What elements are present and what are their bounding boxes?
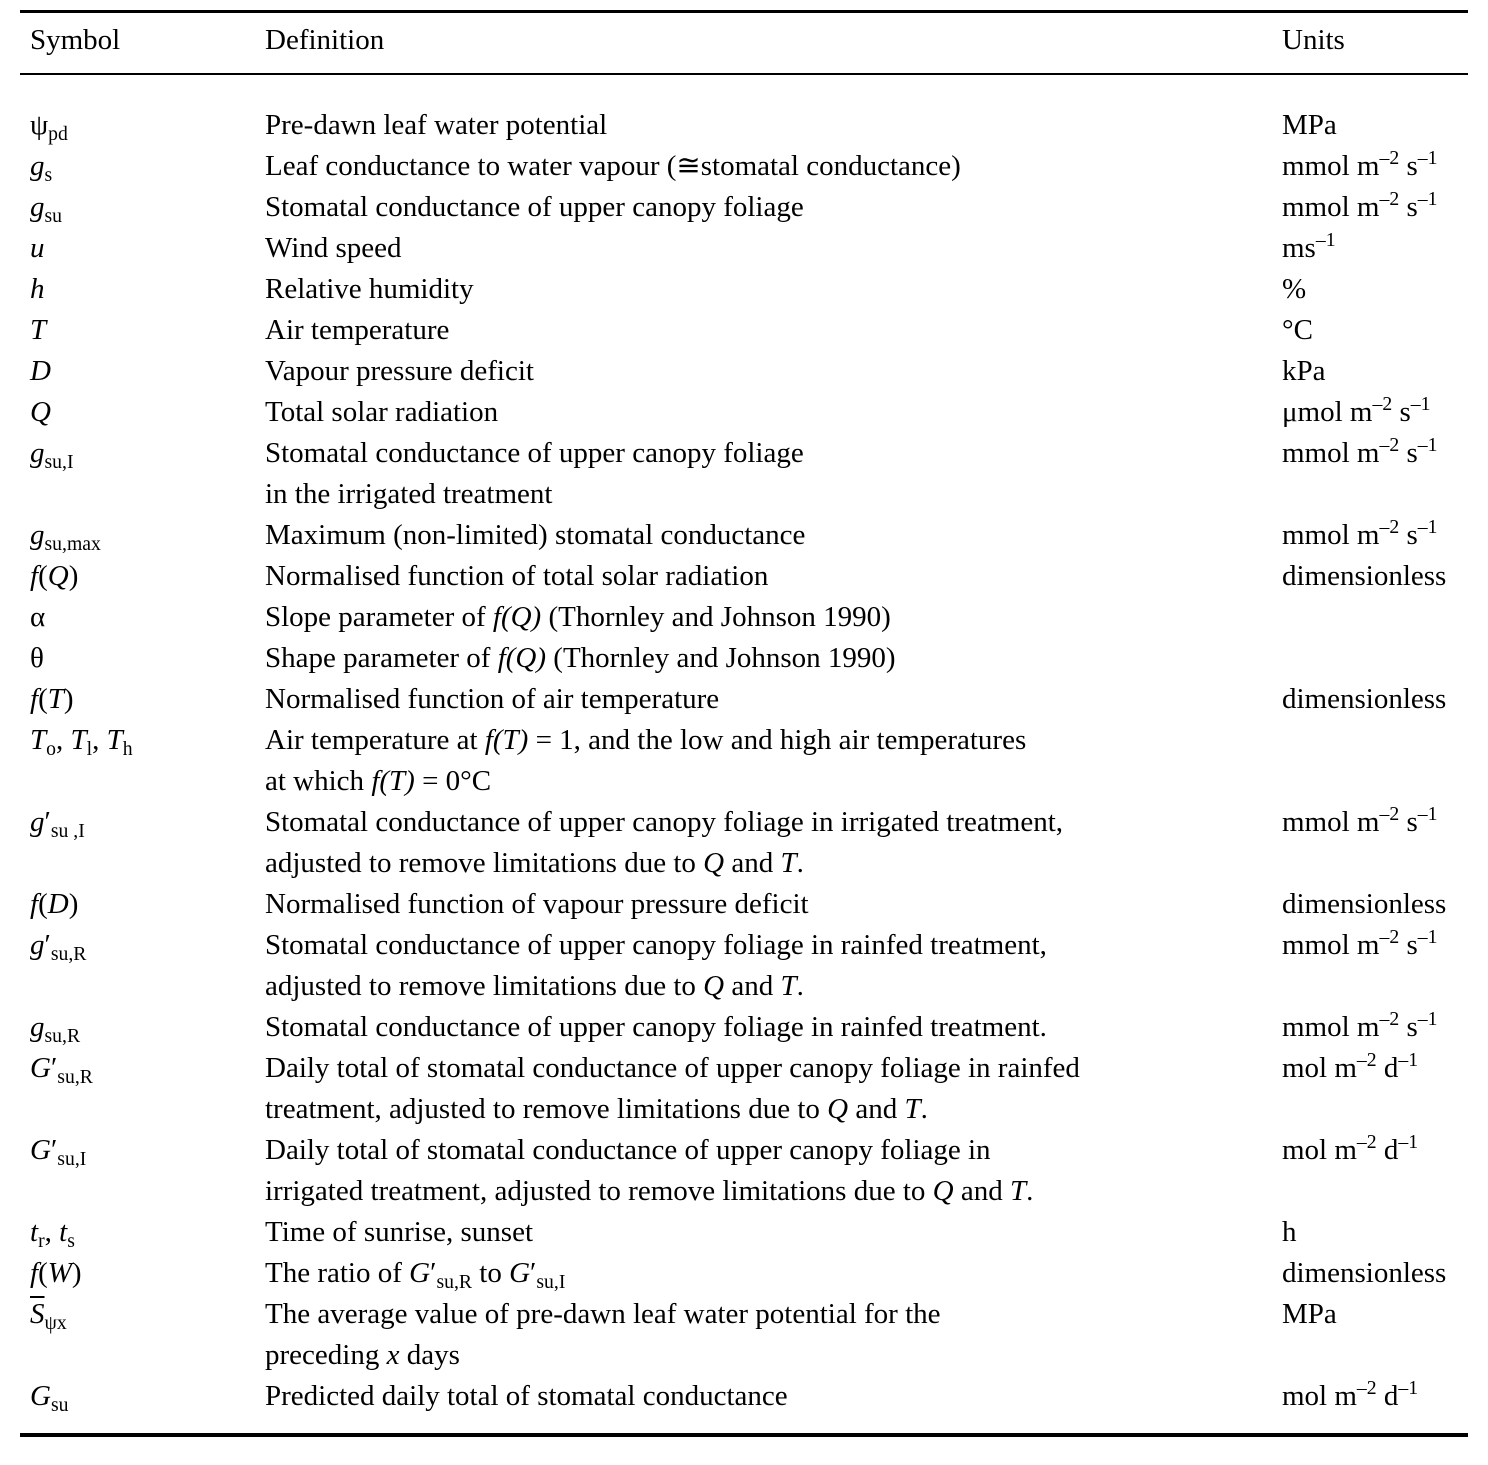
definition-cell [265, 351, 1282, 392]
units-cell: dimensionless [1282, 683, 1447, 715]
units-cell: mmol $m^{-2}$ $s^{-1}$ [1282, 803, 1438, 838]
definition-cell [265, 1048, 1282, 1130]
table-row [20, 515, 1468, 556]
header-units: Units [1282, 12, 1468, 75]
symbol-cell: $g_{su,max}$ [30, 519, 101, 555]
definition-cell [265, 1294, 1282, 1376]
definition-cell [265, 679, 1282, 720]
definition-cell [265, 1007, 1282, 1048]
units-cell: dimensionless [1282, 1257, 1447, 1289]
definition-line: Stomatal conductance of upper canopy foliage in irrigated treatment, [265, 806, 1063, 838]
definition-cell [265, 433, 1282, 515]
definition-cell [265, 228, 1282, 269]
table-row [20, 228, 1468, 269]
symbol-cell: $\psi_{pd}$ [30, 109, 68, 145]
units-cell: dimensionless [1282, 560, 1447, 592]
symbol-cell: T [30, 314, 47, 346]
units-cell: mmol $m^{-2}$ $s^{-1}$ [1282, 926, 1438, 961]
definition-line: Normalised function of vapour pressure deficit [265, 888, 809, 920]
definition-line: Air temperature at f(T) = 1, and the low and high air temperatures [265, 724, 1027, 756]
units-cell: μmol $m^{-2}$ $s^{-1}$ [1282, 393, 1431, 428]
definition-line: Slope parameter of f(Q) (Thornley and Johnson 1990) [265, 601, 891, 633]
table-row [20, 74, 1468, 146]
table-row [20, 310, 1468, 351]
table-row [20, 884, 1468, 925]
table-row [20, 433, 1468, 515]
units-cell: mmol $m^{-2}$ $s^{-1}$ [1282, 188, 1438, 223]
definition-line: Wind speed [265, 232, 402, 264]
table-header-row [20, 12, 1468, 75]
definition-cell [265, 556, 1282, 597]
units-cell: $ms^{-1}$ [1282, 229, 1336, 264]
table-row [20, 351, 1468, 392]
symbol-cell: f(D) [30, 888, 79, 920]
symbol-cell: $\overline{S}_{\psi x}$ [30, 1298, 67, 1334]
definition-line: The average value of pre-dawn leaf water potential for the [265, 1298, 941, 1330]
symbol-cell: $g_s$ [30, 150, 53, 186]
table-row [20, 1048, 1468, 1130]
definition-line: adjusted to remove limitations due to Q and T. [265, 970, 804, 1002]
definition-line: Relative humidity [265, 273, 474, 305]
symbol-cell: $g_{su,I}$ [30, 437, 74, 473]
table-row [20, 802, 1468, 884]
symbol-cell: $G'_{su,R}$ [30, 1052, 93, 1088]
definition-cell [265, 720, 1282, 802]
symbol-cell: $g'_{su,R}$ [30, 929, 87, 965]
definition-line: Leaf conductance to water vapour (≅stomatal conductance) [265, 150, 961, 182]
symbol-cell: $g_{su,R}$ [30, 1011, 81, 1047]
table-row [20, 269, 1468, 310]
units-cell: h [1282, 1216, 1297, 1248]
units-cell: MPa [1282, 1298, 1337, 1330]
symbol-definition-table [20, 10, 1468, 1437]
symbol-cell: f(T) [30, 683, 74, 715]
definition-line: Stomatal conductance of upper canopy foliage [265, 437, 804, 469]
header-symbol: Symbol [20, 12, 265, 75]
symbol-cell: $T_o$, $T_l$, $T_h$ [30, 724, 133, 760]
definition-line: Maximum (non-limited) stomatal conductance [265, 519, 806, 551]
table-row [20, 392, 1468, 433]
definition-cell [265, 597, 1282, 638]
symbol-cell: f(Q) [30, 560, 79, 592]
definition-cell [265, 638, 1282, 679]
units-cell: mmol $m^{-2}$ $s^{-1}$ [1282, 147, 1438, 182]
table-row [20, 146, 1468, 187]
definition-line: Stomatal conductance of upper canopy foliage [265, 191, 804, 223]
table-body [20, 74, 1468, 1435]
units-cell: mmol $m^{-2}$ $s^{-1}$ [1282, 1008, 1438, 1043]
table-row [20, 1376, 1468, 1435]
table-head [20, 12, 1468, 75]
symbol-cell: u [30, 232, 45, 264]
table-row [20, 1253, 1468, 1294]
units-cell: mmol $m^{-2}$ $s^{-1}$ [1282, 516, 1438, 551]
symbol-cell: $g_{su}$ [30, 191, 63, 227]
table-row [20, 679, 1468, 720]
definition-cell [265, 515, 1282, 556]
definition-line: irrigated treatment, adjusted to remove limitations due to Q and T. [265, 1175, 1034, 1207]
definition-line: at which f(T) = 0°C [265, 765, 492, 797]
definition-line: Stomatal conductance of upper canopy foliage in rainfed treatment, [265, 929, 1047, 961]
table-row [20, 925, 1468, 1007]
table-row [20, 1007, 1468, 1048]
units-cell [1282, 720, 1468, 802]
definition-line: Time of sunrise, sunset [265, 1216, 533, 1248]
units-cell [1282, 597, 1468, 638]
definition-line: Normalised function of air temperature [265, 683, 720, 715]
table-row [20, 720, 1468, 802]
symbol-cell: f(W) [30, 1257, 82, 1289]
table-row [20, 1212, 1468, 1253]
definition-line: adjusted to remove limitations due to Q and T. [265, 847, 804, 879]
definition-line: Shape parameter of f(Q) (Thornley and Johnson 1990) [265, 642, 896, 674]
definition-line: Vapour pressure deficit [265, 355, 534, 387]
definition-cell [265, 74, 1282, 146]
definition-line: Total solar radiation [265, 396, 499, 428]
definition-cell [265, 1376, 1282, 1435]
symbol-cell: h [30, 273, 45, 305]
units-cell: % [1282, 273, 1307, 305]
symbol-cell: $G'_{su,I}$ [30, 1134, 87, 1170]
units-cell: °C [1282, 314, 1313, 346]
definition-cell [265, 310, 1282, 351]
symbol-cell: Q [30, 396, 51, 428]
table-row [20, 556, 1468, 597]
definition-line: Daily total of stomatal conductance of upper canopy foliage in [265, 1134, 991, 1166]
units-cell: dimensionless [1282, 888, 1447, 920]
header-definition: Definition [265, 12, 1282, 75]
definition-cell [265, 802, 1282, 884]
definition-cell [265, 146, 1282, 187]
definition-cell [265, 392, 1282, 433]
symbol-cell: $g'_{su ,I}$ [30, 806, 85, 842]
table-row [20, 1294, 1468, 1376]
definition-cell [265, 1130, 1282, 1212]
definition-line: Stomatal conductance of upper canopy foliage in rainfed treatment. [265, 1011, 1047, 1043]
definition-line: Normalised function of total solar radiation [265, 560, 769, 592]
definition-cell [265, 1253, 1282, 1294]
definition-line: The ratio of $G'_{su,R}$ to $G'_{su,I}$ [265, 1257, 566, 1293]
units-cell: mol $m^{-2}$ $d^{-1}$ [1282, 1049, 1419, 1084]
symbol-cell: α [30, 601, 46, 633]
definition-cell [265, 187, 1282, 228]
symbol-cell: $G_{su}$ [30, 1380, 69, 1416]
definition-line: treatment, adjusted to remove limitations due to Q and T. [265, 1093, 928, 1125]
symbol-table-page [20, 10, 1468, 1437]
definition-line: Pre-dawn leaf water potential [265, 109, 608, 141]
units-cell: MPa [1282, 109, 1337, 141]
definition-line: preceding x days [265, 1339, 460, 1371]
definition-cell [265, 269, 1282, 310]
table-row [20, 1130, 1468, 1212]
definition-cell [265, 1212, 1282, 1253]
definition-line: Air temperature [265, 314, 450, 346]
table-row [20, 187, 1468, 228]
units-cell: mol $m^{-2}$ $d^{-1}$ [1282, 1131, 1419, 1166]
table-row [20, 638, 1468, 679]
units-cell: mmol $m^{-2}$ $s^{-1}$ [1282, 434, 1438, 469]
definition-cell [265, 925, 1282, 1007]
definition-line: Predicted daily total of stomatal conductance [265, 1380, 788, 1412]
units-cell: mol $m^{-2}$ $d^{-1}$ [1282, 1377, 1419, 1412]
definition-line: Daily total of stomatal conductance of upper canopy foliage in rainfed [265, 1052, 1080, 1084]
symbol-cell: $t_r$, $t_s$ [30, 1216, 75, 1252]
definition-line: in the irrigated treatment [265, 478, 553, 510]
definition-cell [265, 884, 1282, 925]
symbol-cell: θ [30, 642, 44, 674]
units-cell [1282, 638, 1468, 679]
units-cell: kPa [1282, 355, 1326, 387]
table-row [20, 597, 1468, 638]
symbol-cell: D [30, 355, 51, 387]
